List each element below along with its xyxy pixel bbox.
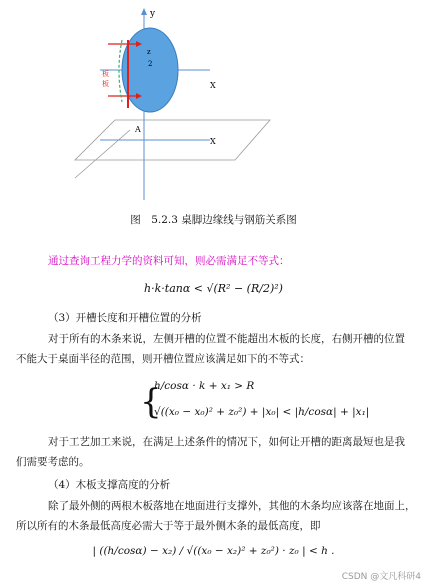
equation-3: | ((h/cosα) − x₂) / √((x₀ − x₂)² + z₀²) · z₀ | < h .	[92, 545, 335, 557]
para-after-eq2-line-1: 对于工艺加工来说，在满足上述条件的情况下，如何让开槽的距离最短也是我	[48, 436, 405, 448]
equation-2-line-1: h/cosα · k + x₁ > R	[154, 380, 255, 392]
equation-1: h·k·tanα < √(R² − (R/2)²)	[144, 282, 283, 295]
intro-text: 通过查询工程力学的资料可知，则必需满足不等式：	[48, 255, 290, 267]
brace: {	[140, 382, 162, 422]
x-axis-label-1: X	[210, 81, 216, 90]
section4-title: （4）木板支撑高度的分析	[48, 479, 171, 491]
x-axis-label-2: X	[210, 137, 216, 146]
edge-rebar-figure	[60, 0, 300, 205]
point-a-label: A	[135, 125, 141, 134]
equation-2-line-2: √((x₀ − x₀)² + z₀²) + |x₀| < |h/cosα| + |x₁|	[154, 406, 370, 418]
section3-para-2: 不能大于桌面半径的范围，则开槽位置应该满足如下的不等式：	[16, 353, 310, 365]
para-after-eq2-line-2: 们需要考虑的。	[16, 456, 90, 468]
section4-para-2: 所以所有的木条最低高度必需大于等于最外侧木条的最低高度，即	[16, 520, 321, 532]
side-label: 板	[102, 70, 109, 78]
table-top-ellipse	[122, 28, 178, 112]
y-axis-arrow	[141, 8, 147, 15]
center-z-label: z	[147, 48, 151, 56]
section4-para-1: 除了最外侧的两根木板落地在地面进行支撑外，其他的木条均应该落在地面上，	[48, 500, 416, 512]
csdn-watermark: CSDN @文凡科研4	[341, 572, 421, 582]
section3-para-1: 对于所有的木条来说，左侧开槽的位置不能超出木板的长度，右侧开槽的位置	[48, 333, 405, 345]
point-a-line	[75, 130, 130, 178]
y-axis-label: y	[150, 9, 156, 19]
figure-caption: 图 5.2.3 桌脚边缘线与钢筋关系图	[130, 214, 297, 226]
center-frac-label: 2	[148, 60, 153, 68]
side-label-2: 板	[102, 80, 109, 88]
section3-title: （3）开槽长度和开槽位置的分析	[48, 312, 202, 324]
